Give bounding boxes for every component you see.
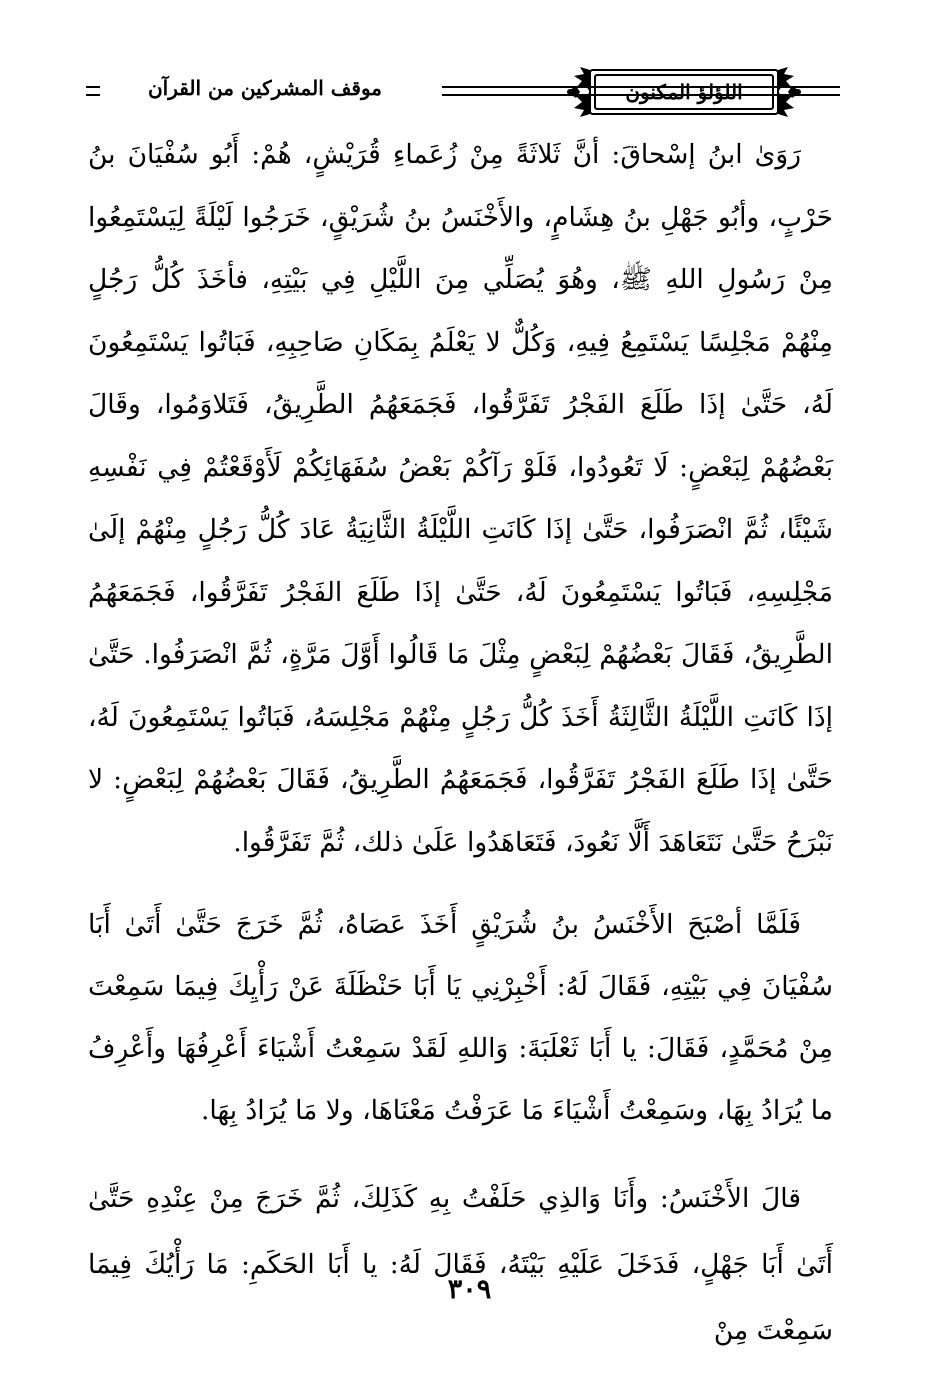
- book-title-cartouche: [566, 66, 802, 118]
- paragraph: [88, 124, 833, 874]
- book-title: اللؤلؤ المكنون: [625, 80, 743, 104]
- body-text: [88, 124, 833, 1364]
- paragraph-text: قالَ الأَخْنَسُ: وأَنَا وَالذِي حَلَفْتُ بِهِ كَذَلِكَ، ثُمَّ خَرَجَ مِنْ عِنْدِهِ حَتَّىٰ أَتَىٰ أَبَا جَهْلٍ، فَدَخَلَ عَلَيْهِ بَيْتَهُ، فَقَالَ لَهُ: يا أَبَا الحَكَمِ: مَا رَأْيُكَ فِيمَا سَمِعْتَ مِنْ: [88, 1183, 833, 1346]
- paragraph-text: رَوَىٰ ابنُ إسْحاقَ: أنَّ ثَلاثَةً مِنْ زُعَماءِ قُرَيْشٍ، هُمْ: أَبُو سُفْيَانَ بنُ حَرْبٍ، وأبُو جَهْلِ بنُ هِشَامٍ، والأَخْنَسُ بنُ شُرَيْقٍ، خَرَجُوا لَيْلَةً لِيَسْتَمِعُوا مِنْ رَسُولِ اللهِ ﷺ، وهُوَ يُصَلِّي مِنَ اللَّيْلِ فِي بَيْتِهِ، فأخَذَ كُلُّ رَجُلٍ مِنْهُمْ مَجْلِسًا يَسْتَمِعُ فِيهِ، وَكُلٌّ لا يَعْلَمُ بِمَكَانِ صَاحِبِهِ، فَبَاتُوا يَسْتَمِعُونَ لَهُ، حَتَّىٰ إذَا طَلَعَ الفَجْرُ تَفَرَّقُوا، فَجَمَعَهُمُ الطَّرِيقُ، فَتَلاوَمُوا، وقَالَ بَعْضُهُمْ لِبَعْضٍ: لَا تَعُودُوا، فَلَوْ رَآكُمْ بَعْضُ سُفَهَائِكُمْ لَأَوْقَعْتُمْ فِي نَفْسِهِ شَيْئًا، ثُمَّ انْصَرَفُوا، حَتَّىٰ إذَا كَانَتِ اللَّيْلَةُ الثَّانِيَةُ عَادَ كُلُّ رَجُلٍ مِنْهُمْ إلَىٰ مَجْلِسِهِ، فَبَاتُوا يَسْتَمِعُونَ لَهُ، حَتَّىٰ إذَا طَلَعَ الفَجْرُ تَفَرَّقُوا، فَجَمَعَهُمُ الطَّرِيقُ، فَقَالَ بَعْضُهُمْ لِبَعْضٍ مِثْلَ مَا قَالُوا أَوَّلَ مَرَّةٍ، ثُمَّ انْصَرَفُوا. حَتَّىٰ إذَا كَانَتِ اللَّيْلَةُ الثَّالِثَةُ أَخَذَ كُلُّ رَجُلٍ مِنْهُمْ مَجْلِسَهُ، فَبَاتُوا يَسْتَمِعُونَ لَهُ، حَتَّىٰ إذَا طَلَعَ الفَجْرُ تَفَرَّقُوا، فَجَمَعَهُمُ الطَّرِيقُ، فَقَالَ بَعْضُهُمْ لِبَعْضٍ: لا نَبْرَحُ حَتَّىٰ نَتَعَاهَدَ أَلَّا نَعُودَ، فَتَعَاهَدُوا عَلَىٰ ذلك، ثُمَّ تَفَرَّقُوا.: [88, 139, 833, 858]
- paragraph-text: فَلَمَّا أصْبَحَ الأَخْنَسُ بنُ شُرَيْقٍ أَخَذَ عَصَاهُ، ثُمَّ خَرَجَ حَتَّىٰ أَتَىٰ أَبَا سُفْيَانَ فِي بَيْتِهِ، فَقَالَ لَهُ: أَخْبِرْنِي يَا أَبَا حَنْظَلَةَ عَنْ رَأْيِكَ فِيمَا سَمِعْتَ مِنْ مُحَمَّدٍ، فَقَالَ: يا أَبَا ثَعْلَبَةَ: وَاللهِ لَقَدْ سَمِعْتُ أَشْيَاءَ أَعْرِفُهَا وأَعْرِفُ ما يُرَادُ بِهَا، وسَمِعْتُ أَشْيَاءَ مَا عَرَفْتُ مَعْنَاهَا، ولا مَا يُرَادُ بِهَا.: [88, 909, 833, 1126]
- running-header: [86, 62, 840, 124]
- page-number: ٣٠٩: [447, 1274, 492, 1305]
- chapter-title: موقف المشركين من القرآن: [100, 74, 430, 102]
- paragraph: [88, 894, 833, 1142]
- paragraph: [88, 1166, 833, 1364]
